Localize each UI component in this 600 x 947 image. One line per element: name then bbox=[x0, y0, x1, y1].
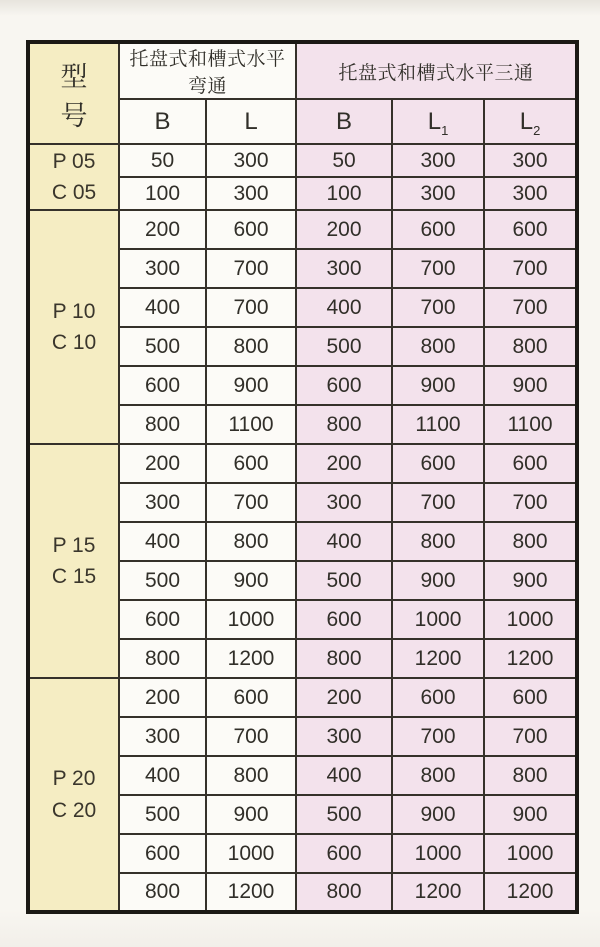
group-header-row bbox=[28, 42, 577, 99]
value-cell: 800 bbox=[484, 756, 577, 795]
value-cell: 600 bbox=[392, 678, 484, 717]
model-label: P 05 bbox=[52, 149, 96, 173]
value-cell: 400 bbox=[119, 756, 206, 795]
value-cell: 500 bbox=[119, 795, 206, 834]
col-header-bend-b bbox=[119, 99, 206, 144]
value-cell: 800 bbox=[392, 327, 484, 366]
col-header-subscript: 2 bbox=[533, 122, 541, 138]
value-cell: 500 bbox=[296, 561, 392, 600]
value-cell: 800 bbox=[392, 756, 484, 795]
model-column-header: 型 号 bbox=[28, 42, 119, 144]
col-header-bend-l bbox=[206, 99, 296, 144]
table-row bbox=[28, 678, 577, 717]
value-cell: 600 bbox=[296, 834, 392, 873]
col-header-tee-l2 bbox=[484, 99, 577, 144]
value-cell: 1000 bbox=[392, 834, 484, 873]
value-cell: 700 bbox=[206, 249, 296, 288]
value-cell: 600 bbox=[296, 366, 392, 405]
value-cell: 800 bbox=[119, 639, 206, 678]
col-header-label: B bbox=[154, 107, 171, 135]
value-cell: 900 bbox=[484, 795, 577, 834]
value-cell: 800 bbox=[206, 756, 296, 795]
value-cell: 500 bbox=[119, 327, 206, 366]
value-cell: 300 bbox=[206, 177, 296, 210]
value-cell: 600 bbox=[206, 210, 296, 249]
value-cell: 1000 bbox=[392, 600, 484, 639]
value-cell: 1000 bbox=[206, 834, 296, 873]
value-cell: 600 bbox=[296, 600, 392, 639]
value-cell: 1100 bbox=[206, 405, 296, 444]
col-header-label: B bbox=[336, 107, 353, 135]
model-cell bbox=[28, 444, 119, 678]
value-cell: 1000 bbox=[206, 600, 296, 639]
col-header-tee-b bbox=[296, 99, 392, 144]
value-cell: 600 bbox=[484, 210, 577, 249]
value-cell: 1200 bbox=[392, 873, 484, 912]
model-label: P 20 bbox=[52, 767, 96, 790]
model-cell bbox=[28, 678, 119, 912]
value-cell: 600 bbox=[392, 210, 484, 249]
value-cell: 200 bbox=[296, 444, 392, 483]
value-cell: 600 bbox=[119, 600, 206, 639]
value-cell: 600 bbox=[484, 678, 577, 717]
value-cell: 300 bbox=[296, 249, 392, 288]
value-cell: 200 bbox=[296, 678, 392, 717]
value-cell: 600 bbox=[119, 834, 206, 873]
value-cell: 400 bbox=[296, 756, 392, 795]
col-header-subscript: 1 bbox=[441, 122, 449, 138]
value-cell: 600 bbox=[484, 444, 577, 483]
model-label: C 10 bbox=[51, 331, 97, 354]
value-cell: 100 bbox=[119, 177, 206, 210]
value-cell: 600 bbox=[392, 444, 484, 483]
value-cell: 900 bbox=[484, 561, 577, 600]
value-cell: 400 bbox=[119, 522, 206, 561]
value-cell: 400 bbox=[296, 522, 392, 561]
table-header bbox=[28, 42, 577, 144]
value-cell: 800 bbox=[296, 639, 392, 678]
value-cell: 500 bbox=[296, 327, 392, 366]
value-cell: 200 bbox=[119, 444, 206, 483]
value-cell: 300 bbox=[484, 177, 577, 210]
value-cell: 300 bbox=[119, 717, 206, 756]
value-cell: 400 bbox=[296, 288, 392, 327]
value-cell: 600 bbox=[119, 366, 206, 405]
value-cell: 800 bbox=[484, 522, 577, 561]
table-row bbox=[28, 144, 577, 177]
value-cell: 900 bbox=[206, 561, 296, 600]
value-cell: 600 bbox=[206, 444, 296, 483]
value-cell: 700 bbox=[484, 288, 577, 327]
value-cell: 800 bbox=[119, 405, 206, 444]
value-cell: 1000 bbox=[484, 834, 577, 873]
value-cell: 1200 bbox=[392, 639, 484, 678]
value-cell: 500 bbox=[296, 795, 392, 834]
value-cell: 700 bbox=[206, 288, 296, 327]
table-row bbox=[28, 444, 577, 483]
value-cell: 800 bbox=[206, 522, 296, 561]
value-cell: 800 bbox=[296, 873, 392, 912]
value-cell: 300 bbox=[392, 144, 484, 177]
value-cell: 900 bbox=[392, 795, 484, 834]
value-cell: 300 bbox=[119, 483, 206, 522]
table-row bbox=[28, 210, 577, 249]
col-header-tee-l1 bbox=[392, 99, 484, 144]
col-header-label: L bbox=[427, 107, 442, 135]
value-cell: 200 bbox=[296, 210, 392, 249]
col-header-label: L bbox=[519, 107, 534, 135]
value-cell: 400 bbox=[119, 288, 206, 327]
value-cell: 700 bbox=[392, 249, 484, 288]
model-label: C 20 bbox=[51, 798, 97, 822]
value-cell: 1200 bbox=[206, 873, 296, 912]
value-cell: 300 bbox=[392, 177, 484, 210]
value-cell: 300 bbox=[119, 249, 206, 288]
value-cell: 300 bbox=[296, 717, 392, 756]
value-cell: 700 bbox=[484, 483, 577, 522]
value-cell: 50 bbox=[119, 144, 206, 177]
value-cell: 300 bbox=[296, 483, 392, 522]
model-label: C 05 bbox=[51, 181, 97, 204]
value-cell: 700 bbox=[392, 717, 484, 756]
value-cell: 600 bbox=[206, 678, 296, 717]
value-cell: 500 bbox=[119, 561, 206, 600]
value-cell: 1100 bbox=[484, 405, 577, 444]
horizontal-bend-group-header: 托盘式和槽式水平弯通 bbox=[119, 42, 296, 99]
value-cell: 1100 bbox=[392, 405, 484, 444]
table-body bbox=[28, 144, 577, 912]
value-cell: 1200 bbox=[206, 639, 296, 678]
model-label: P 10 bbox=[52, 299, 96, 323]
value-cell: 700 bbox=[484, 717, 577, 756]
model-label: P 15 bbox=[52, 533, 96, 557]
value-cell: 200 bbox=[119, 210, 206, 249]
value-cell: 900 bbox=[206, 795, 296, 834]
model-cell bbox=[28, 210, 119, 444]
value-cell: 800 bbox=[119, 873, 206, 912]
value-cell: 1200 bbox=[484, 873, 577, 912]
value-cell: 900 bbox=[484, 366, 577, 405]
value-cell: 700 bbox=[206, 717, 296, 756]
model-cell bbox=[28, 144, 119, 210]
value-cell: 300 bbox=[206, 144, 296, 177]
value-cell: 900 bbox=[392, 561, 484, 600]
value-cell: 700 bbox=[206, 483, 296, 522]
col-header-label: L bbox=[244, 107, 258, 135]
model-label: C 15 bbox=[51, 565, 97, 588]
value-cell: 200 bbox=[119, 678, 206, 717]
value-cell: 800 bbox=[392, 522, 484, 561]
value-cell: 800 bbox=[484, 327, 577, 366]
fitting-dimension-table bbox=[26, 40, 579, 914]
value-cell: 50 bbox=[296, 144, 392, 177]
value-cell: 1000 bbox=[484, 600, 577, 639]
value-cell: 300 bbox=[484, 144, 577, 177]
value-cell: 100 bbox=[296, 177, 392, 210]
value-cell: 700 bbox=[392, 483, 484, 522]
value-cell: 1200 bbox=[484, 639, 577, 678]
value-cell: 900 bbox=[206, 366, 296, 405]
value-cell: 800 bbox=[296, 405, 392, 444]
value-cell: 700 bbox=[484, 249, 577, 288]
value-cell: 900 bbox=[392, 366, 484, 405]
value-cell: 700 bbox=[392, 288, 484, 327]
horizontal-tee-group-header: 托盘式和槽式水平三通 bbox=[296, 42, 577, 99]
value-cell: 800 bbox=[206, 327, 296, 366]
